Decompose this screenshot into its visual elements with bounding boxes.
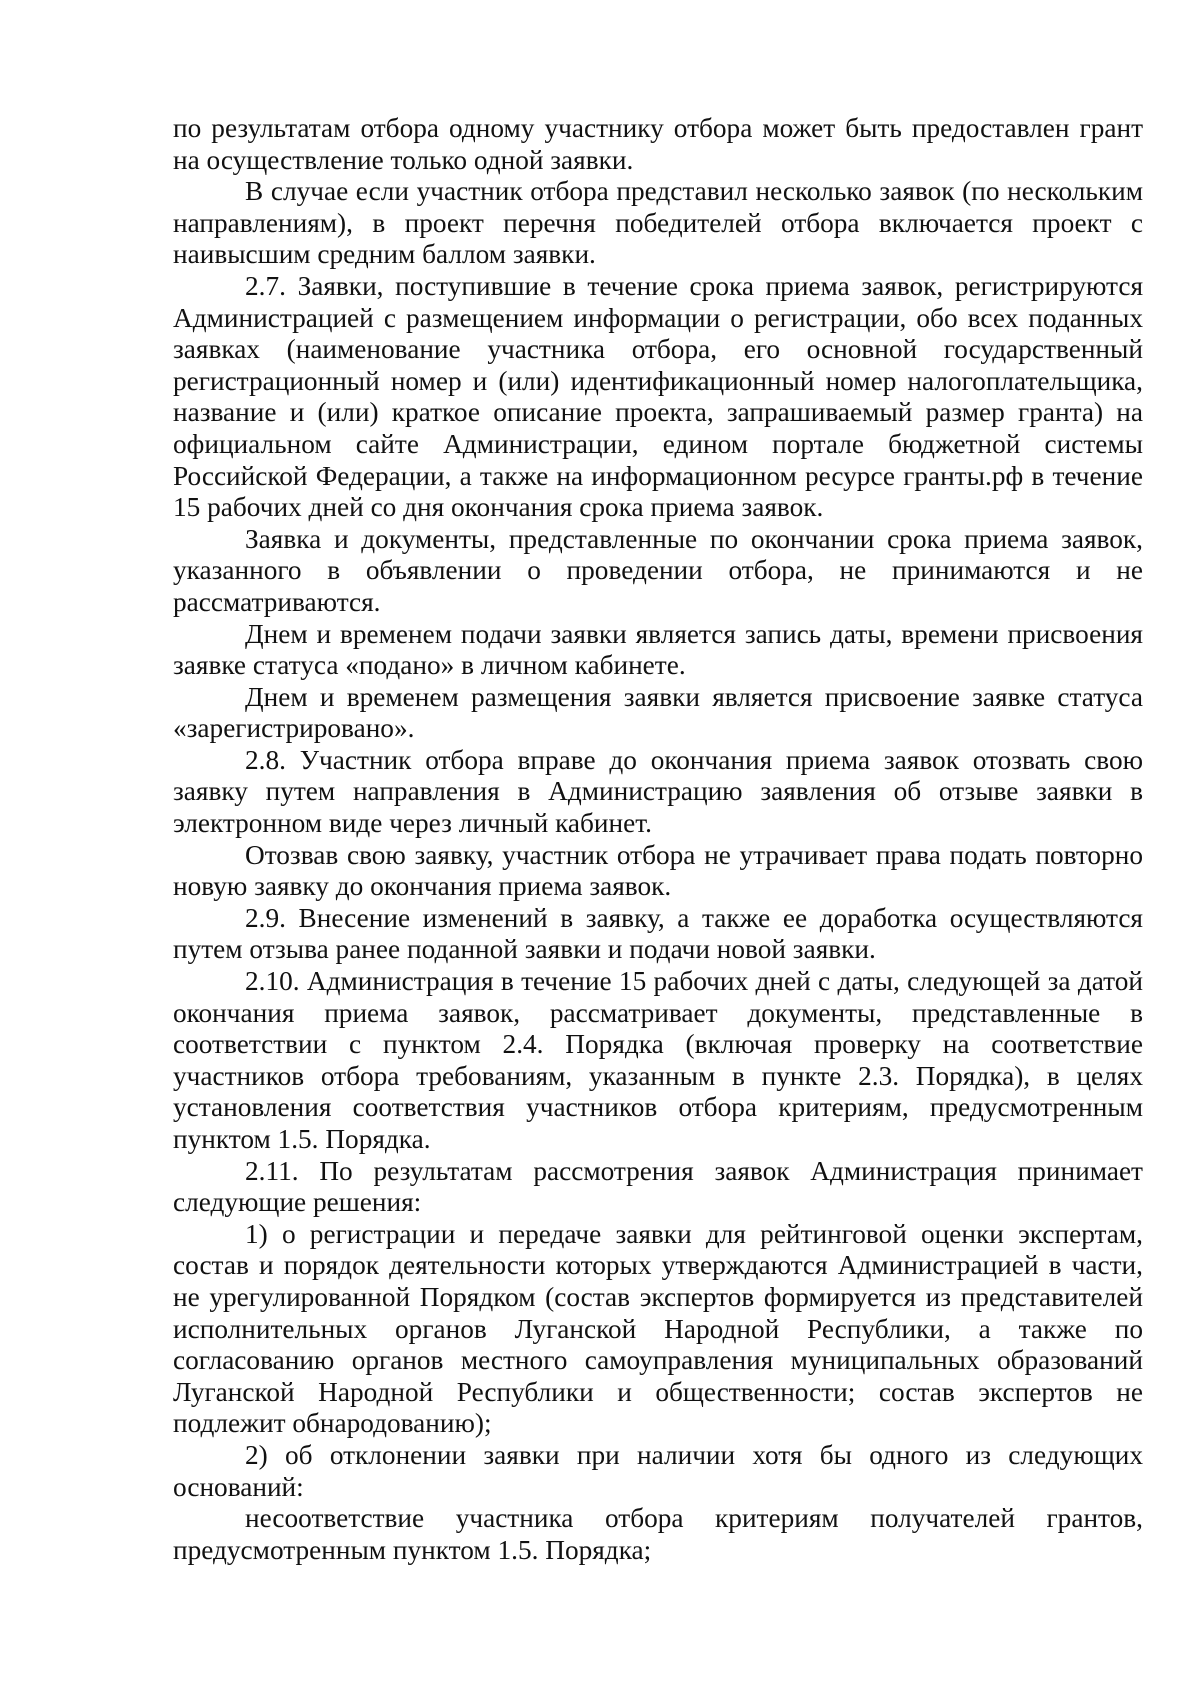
paragraph-2-8-withdrawal: 2.8. Участник отбора вправе до окончания приема заявок отозвать свою заявку путем направления в Администрацию заявления об отзыве заявки в электронном виде через личный кабинет. [173,744,1143,839]
paragraph-decision-2-rejection: 2) об отклонении заявки при наличии хотя бы одного из следующих оснований: [173,1439,1143,1502]
paragraph-resubmission: Отозвав свою заявку, участник отбора не утрачивает права подать повторно новую заявку до окончания приема заявок. [173,839,1143,902]
paragraph-placement-time: Днем и временем размещения заявки является присвоение заявке статуса «зарегистрировано». [173,681,1143,744]
paragraph-decision-1-registration: 1) о регистрации и передаче заявки для рейтинговой оценки экспертам, состав и порядок деятельности которых утверждаются Администрацией в части, не урегулированной Порядком (состав экспертов формируется из представителей исполнительных органов Луганской Народной Республики, а также по согласованию органов местного самоуправления муниципальных образований Луганской Народной Республики и общественности; состав экспертов не подлежит обнародованию); [173,1218,1143,1439]
paragraph-2-9-changes: 2.9. Внесение изменений в заявку, а также ее доработка осуществляются путем отзыва ранее поданной заявки и подачи новой заявки. [173,902,1143,965]
paragraph-2-11-decisions: 2.11. По результатам рассмотрения заявок Администрация принимает следующие решения: [173,1155,1143,1218]
paragraph-2-7-registration: 2.7. Заявки, поступившие в течение срока приема заявок, регистрируются Администрацией с размещением информации о регистрации, обо всех поданных заявках (наименование участника отбора, его основной государственный регистрационный номер и (или) идентификационный номер налогоплательщика, название и (или) краткое описание проекта, запрашиваемый размер гранта) на официальном сайте Администрации, едином портале бюджетной системы Российской Федерации, а также на информационном ресурсе гранты.рф в течение 15 рабочих дней со дня окончания срока приема заявок. [173,270,1143,523]
paragraph-multiple-applications: В случае если участник отбора представил несколько заявок (по нескольким направлениям), в проект перечня победителей отбора включается проект с наивысшим средним баллом заявки. [173,176,1143,270]
paragraph-late-applications: Заявка и документы, представленные по окончании срока приема заявок, указанного в объявлении о проведении отбора, не принимаются и не рассматриваются. [173,523,1143,617]
paragraph-2-10-review: 2.10. Администрация в течение 15 рабочих дней с даты, следующей за датой окончания приема заявок, рассматривает документы, представленные в соответствии с пунктом 2.4. Порядка (включая проверку на соответствие участников отбора требованиям, указанным в пункте 2.3. Порядка), в целях установления соответствия участников отбора критериям, предусмотренным пунктом 1.5. Порядка. [173,966,1143,1154]
paragraph-continuation: по результатам отбора одному участнику отбора может быть предоставлен грант на осуществление только одной заявки. [173,113,1143,175]
paragraph-submission-time: Днем и временем подачи заявки является запись даты, времени присвоения заявке статуса «подано» в личном кабинете. [173,618,1143,681]
paragraph-rejection-ground-criteria: несоответствие участника отбора критериям получателей грантов, предусмотренным пунктом 1.5. Порядка; [173,1503,1143,1565]
document-body [173,113,1143,1566]
